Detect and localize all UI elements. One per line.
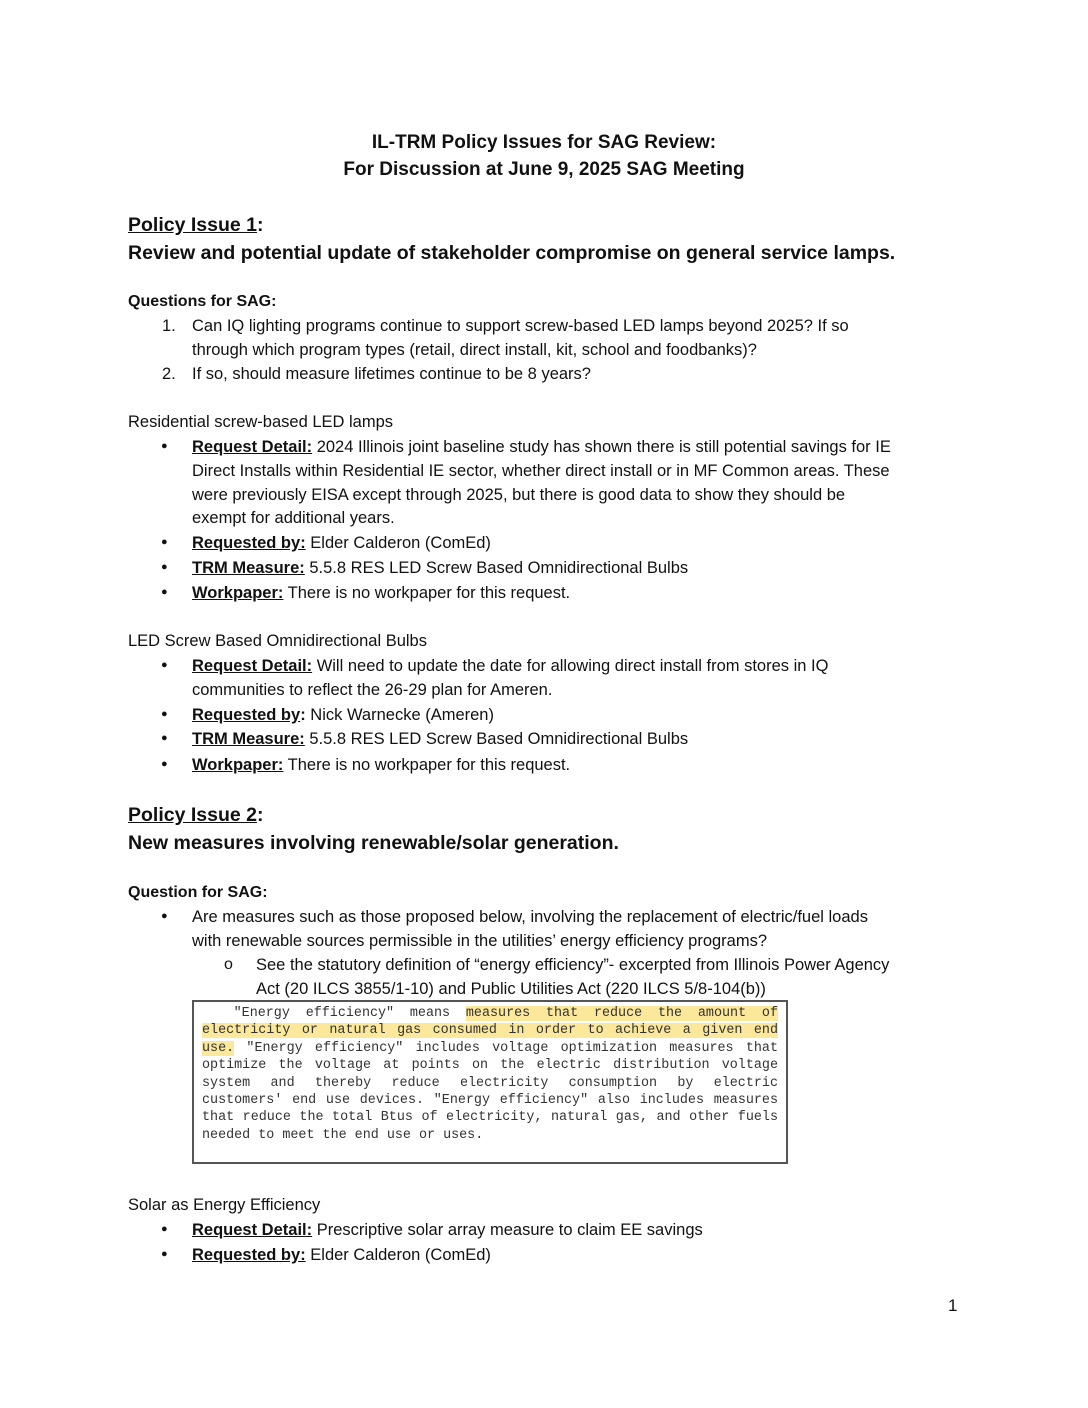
request-detail-text: Prescriptive solar array measure to claim EE savings	[312, 1221, 703, 1239]
excerpt-highlight: measures that reduce the amount of electricity or natural gas consumed in order to achieve a given end use.	[202, 1006, 778, 1056]
bullet-marker	[161, 559, 168, 577]
policy-issue-1-colon: :	[257, 214, 264, 236]
bullet-marker	[161, 1246, 168, 1264]
requested-by-value: Elder Calderon (ComEd)	[305, 534, 491, 552]
section-a-request-detail-line1	[192, 438, 891, 457]
excerpt-pre: "Energy efficiency" means	[202, 1006, 466, 1021]
bullet-marker	[161, 657, 168, 675]
section-residential-led-label: Residential screw-based LED lamps	[128, 413, 394, 431]
section-b-workpaper	[192, 756, 570, 775]
section-b-requested-by	[192, 706, 494, 725]
requested-by-label: Requested by:	[192, 1246, 306, 1264]
section-led-omnidirectional-label: LED Screw Based Omnidirectional Bulbs	[128, 632, 427, 650]
issue-2-question-line2: with renewable sources permissible in the utilities’ energy efficiency programs?	[192, 932, 768, 950]
section-a-request-detail-line3: were previously EISA except through 2025, but there is good data to show they should be	[192, 486, 846, 504]
policy-issue-1-label: Policy Issue 1	[128, 214, 257, 236]
sub-bullet-marker: o	[224, 956, 233, 973]
question-1-number: 1.	[162, 317, 176, 335]
section-b-request-detail-line2: communities to reflect the 26-29 plan for Ameren.	[192, 681, 553, 699]
question-2-number: 2.	[162, 365, 176, 383]
page-number: 1	[948, 1296, 958, 1315]
document-title-line1: IL-TRM Policy Issues for SAG Review:	[371, 132, 717, 153]
energy-efficiency-excerpt	[192, 1000, 788, 1164]
request-detail-label: Request Detail:	[192, 1221, 313, 1239]
section-b-request-detail-line1	[192, 657, 828, 676]
bullet-marker	[161, 534, 168, 552]
trm-measure-label: TRM Measure:	[192, 559, 305, 577]
bullet-marker	[161, 1221, 168, 1239]
bullet-marker	[161, 706, 168, 724]
section-c-request-detail	[192, 1221, 703, 1240]
workpaper-value: There is no workpaper for this request.	[283, 756, 571, 774]
request-detail-label: Request Detail:	[192, 657, 313, 675]
section-a-request-detail-line4: exempt for additional years.	[192, 509, 395, 527]
request-detail-label: Request Detail:	[192, 438, 313, 456]
policy-issue-2-label: Policy Issue 2	[128, 804, 257, 826]
question-2-line1: If so, should measure lifetimes continue to be 8 years?	[192, 365, 591, 383]
policy-issue-2-heading	[128, 804, 264, 827]
bullet-marker	[161, 908, 168, 926]
workpaper-value: There is no workpaper for this request.	[283, 584, 571, 602]
trm-measure-label: TRM Measure:	[192, 730, 305, 748]
policy-issue-1-subtitle: Review and potential update of stakeholder compromise on general service lamps.	[128, 242, 896, 264]
excerpt-post: "Energy efficiency" includes voltage optimization measures that optimize the voltage at points on the electric distribution voltage system and thereby reduce electricity consumption by electric customers' end use devices. "Energy efficiency" also includes measures that reduce the total Btus of electricity, natural gas, and other fuels needed to meet the end use or uses.	[202, 1040, 778, 1143]
bullet-marker	[161, 730, 168, 748]
requested-by-label: Requested by:	[192, 534, 306, 552]
bullet-marker	[161, 756, 168, 774]
section-b-trm-measure	[192, 730, 688, 749]
request-detail-text: Will need to update the date for allowing direct install from stores in IQ	[312, 657, 829, 675]
requested-by-colon: :	[300, 706, 306, 724]
policy-issue-2-colon: :	[257, 804, 264, 826]
policy-issue-2-subtitle: New measures involving renewable/solar generation.	[128, 832, 619, 854]
section-a-workpaper	[192, 584, 570, 603]
question-1-line1: Can IQ lighting programs continue to support screw-based LED lamps beyond 2025? If so	[192, 317, 849, 335]
request-detail-text: 2024 Illinois joint baseline study has shown there is still potential savings for IE	[312, 438, 891, 456]
questions-heading: Questions for SAG:	[128, 293, 277, 310]
section-a-request-detail-line2: Direct Installs within Residential IE sector, whether direct install or in MF Common areas. These	[192, 462, 890, 480]
section-solar-label: Solar as Energy Efficiency	[128, 1196, 321, 1214]
workpaper-label: Workpaper:	[192, 756, 284, 774]
bullet-marker	[161, 584, 168, 602]
statutory-definition-line1: See the statutory definition of “energy efficiency”- excerpted from Illinois Power Agency	[256, 956, 890, 974]
policy-issue-1-heading	[128, 214, 264, 237]
requested-by-label: Requested by	[192, 706, 301, 724]
document-title-line2: For Discussion at June 9, 2025 SAG Meeting	[343, 159, 745, 180]
statutory-definition-line2: Act (20 ILCS 3855/1-10) and Public Utilities Act (220 ILCS 5/8-104(b))	[256, 980, 766, 998]
section-a-requested-by	[192, 534, 491, 553]
issue-2-question-line1: Are measures such as those proposed below, involving the replacement of electric/fuel loads	[192, 908, 868, 926]
trm-measure-value: 5.5.8 RES LED Screw Based Omnidirectional Bulbs	[304, 559, 689, 577]
question-1-line2: through which program types (retail, direct install, kit, school and foodbanks)?	[192, 341, 757, 359]
requested-by-value: Nick Warnecke (Ameren)	[305, 706, 494, 724]
section-a-trm-measure	[192, 559, 688, 578]
requested-by-value: Elder Calderon (ComEd)	[305, 1246, 491, 1264]
trm-measure-value: 5.5.8 RES LED Screw Based Omnidirectional Bulbs	[304, 730, 689, 748]
question-heading: Question for SAG:	[128, 884, 268, 901]
section-c-requested-by	[192, 1246, 491, 1265]
workpaper-label: Workpaper:	[192, 584, 284, 602]
bullet-marker	[161, 438, 168, 456]
